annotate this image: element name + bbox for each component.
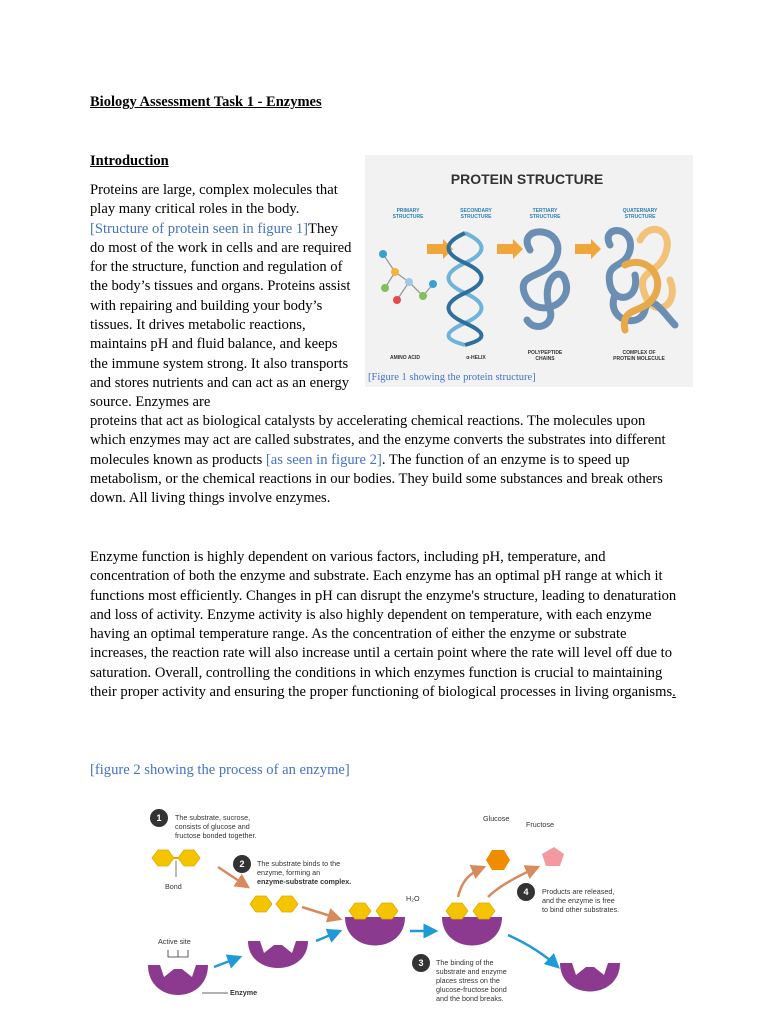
intro-line-2: play many critical roles in the body. <box>90 201 300 218</box>
label-complex-sub: PROTEIN MOLECULE <box>613 356 665 362</box>
label-enzyme: Enzyme <box>230 988 258 997</box>
step-4-line-2: and the enzyme is free <box>542 896 615 905</box>
step-4-line-1: Products are released, <box>542 887 615 896</box>
label-complex: COMPLEX OF <box>622 350 656 356</box>
section-heading-introduction: Introduction <box>90 153 169 169</box>
step-2-line-3: enzyme-substrate complex. <box>257 877 352 886</box>
bound-substrate <box>349 903 495 919</box>
step-1-line-3: fructose bonded together. <box>175 831 257 840</box>
stage-quaternary-sub: STRUCTURE <box>624 214 656 220</box>
svg-text:3: 3 <box>418 958 424 968</box>
stage-secondary-label: SECONDARY <box>460 208 492 214</box>
step-2-line-1: The substrate binds to the <box>257 859 341 868</box>
intro-paragraph-1 <box>90 181 355 413</box>
figure-2-reference: [as seen in figure 2] <box>265 451 382 468</box>
substrate-approaching <box>250 896 298 912</box>
step-1-line-1: The substrate, sucrose, <box>175 813 251 822</box>
stage-primary-sub: STRUCTURE <box>392 214 424 220</box>
figure-2-enzyme-process <box>140 805 660 1024</box>
svg-text:4: 4 <box>523 887 529 897</box>
label-fructose: Fructose <box>526 820 554 829</box>
step-2-line-2: enzyme, forming an <box>257 868 321 877</box>
figure-1-title: PROTEIN STRUCTURE <box>450 171 604 187</box>
stage-tertiary-sub: STRUCTURE <box>529 214 561 220</box>
fructose-product <box>542 847 564 866</box>
stage-tertiary-label: TERTIARY <box>532 208 558 214</box>
intro-text-enzymes: proteins that act as biological catalysts by accelerating chemical reactions. The molecules upon which enzymes may act are called substrates, and the enzyme converts the substrates into different molecules known as products <box>90 413 666 468</box>
label-bond: Bond <box>165 882 182 891</box>
svg-text:1: 1 <box>156 813 162 823</box>
figure-1-caption: [Figure 1 showing the protein structure] <box>368 372 536 383</box>
enzymes <box>148 917 620 995</box>
intro-paragraph-2 <box>90 548 680 702</box>
intro-paragraph-1-continued <box>90 412 680 508</box>
intro-text-end: . The function of an enzyme is to speed up metabolism, or the chemical reactions in our bodies. They build some substances and break others down. All living things involve enzymes. <box>90 451 663 507</box>
label-glucose: Glucose <box>483 814 510 823</box>
step-3-line-2: substrate and enzyme <box>436 967 507 976</box>
figure-2-caption: [figure 2 showing the process of an enzyme] <box>90 762 350 778</box>
intro-line-1: Proteins are large, complex molecules that <box>90 182 338 198</box>
step-3-line-3: places stress on the <box>436 976 500 985</box>
page-title: Biology Assessment Task 1 - Enzymes <box>90 94 322 110</box>
stage-secondary-sub: STRUCTURE <box>460 214 492 220</box>
label-polypeptide-sub: CHAINS <box>535 356 555 362</box>
step-3-line-4: glucose-fructose bond <box>436 985 507 994</box>
label-active-site: Active site <box>158 937 191 946</box>
label-water: H₂O <box>406 894 420 903</box>
svg-text:2: 2 <box>239 859 245 869</box>
label-polypeptide: POLYPEPTIDE <box>527 350 563 356</box>
intro-text-continued: They do most of the work in cells and are required for the structure, function and regulation of the body’s tissues and organs. Proteins assist with repairing and building your body’s tissues. It drives metabolic reactions, maintains pH and fluid balance, and keeps the immune system strong. It also transports and stores nutrients and can act as an energy source. Enzymes are <box>90 220 352 411</box>
factors-text-end: . <box>672 684 676 701</box>
factors-text: Enzyme function is highly dependent on various factors, including pH, temperature, and concentration of both the enzyme and substrate. Each enzyme has an optimal pH range at which it functions most efficiently. Changes in pH can disrupt the enzyme's structure, leading to denaturation and loss of activity. Enzyme activity is also highly dependent on temperature, with each enzyme having an optimal temperature range. As the concentration of either the enzyme or substrate increases, the reaction rate will also increase until a certain point where the rate will level off due to saturation. Overall, controlling the conditions in which enzymes function is crucial to maintaining their proper activity and ensuring the proper functioning of biological processes in living organisms <box>90 549 677 701</box>
figure-1-reference: [Structure of protein seen in figure 1] <box>90 220 309 237</box>
step-3-line-1: The binding of the <box>436 958 494 967</box>
step-4-line-3: to bind other substrates. <box>542 905 620 914</box>
stage-primary-label: PRIMARY <box>396 208 420 214</box>
figure-1-protein-structure <box>365 155 693 387</box>
label-alpha-helix: α-HELIX <box>466 355 486 361</box>
step-1-line-2: consists of glucose and <box>175 822 250 831</box>
stage-quaternary-label: QUATERNARY <box>622 208 658 214</box>
glucose-product <box>486 850 510 870</box>
step-3-line-5: and the bond breaks. <box>436 994 504 1003</box>
label-amino-acid: AMINO ACID <box>389 355 421 361</box>
